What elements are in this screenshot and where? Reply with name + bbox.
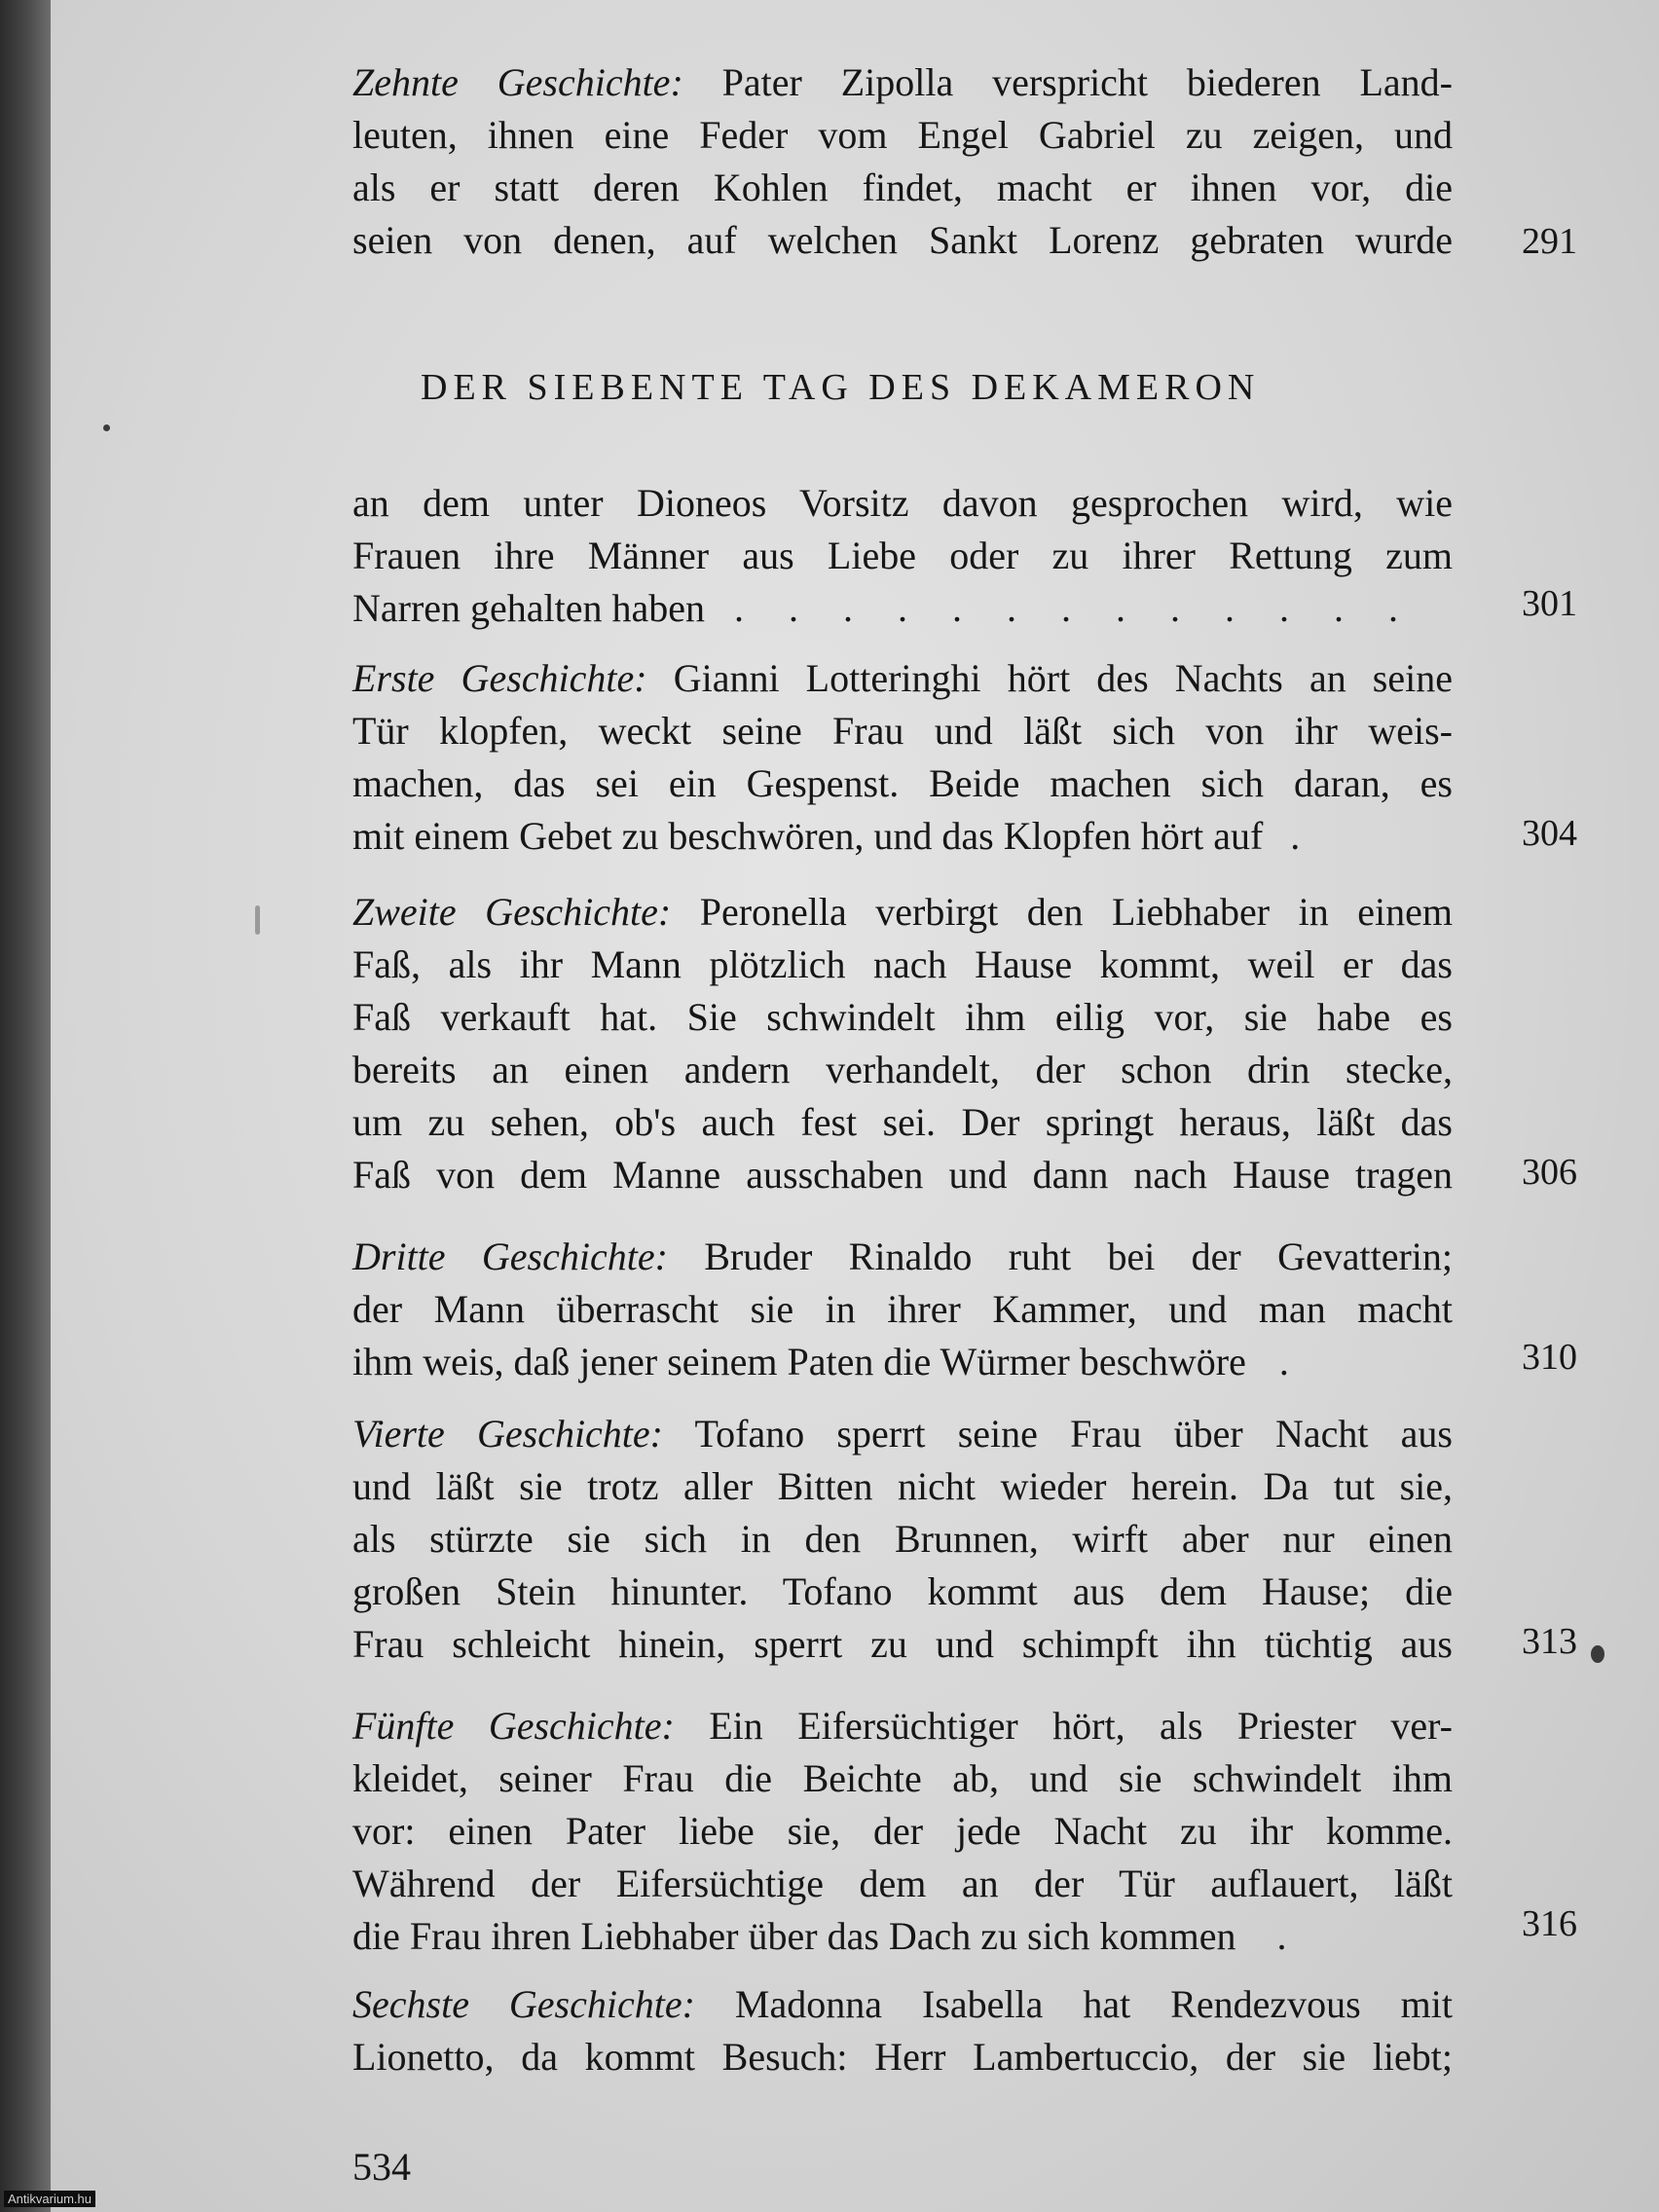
entry-text: bereits an einen andern verhandelt, der schon drin stecke, bbox=[352, 1048, 1453, 1091]
entry-text: als stürzte sie sich in den Brunnen, wirft aber nur einen bbox=[352, 1517, 1453, 1561]
toc-line bbox=[352, 886, 1453, 939]
page-number: 313 bbox=[1522, 1621, 1577, 1662]
entry-text: an dem unter Dioneos Vorsitz davon gesprochen wird, wie bbox=[352, 481, 1453, 525]
toc-line bbox=[352, 810, 1453, 863]
toc-line bbox=[352, 1408, 1453, 1460]
dot-leader: . . . . . . . . . . . . . bbox=[734, 586, 1417, 630]
toc-line bbox=[352, 1566, 1453, 1618]
toc-entry-sechste bbox=[352, 1978, 1453, 2083]
entry-text: Narren gehalten haben bbox=[352, 586, 706, 630]
entry-text: Lionetto, da kommt Besuch: Herr Lambertuccio, der sie liebt; bbox=[352, 2035, 1453, 2079]
page-number: 316 bbox=[1522, 1903, 1577, 1944]
toc-entry-vierte bbox=[352, 1408, 1453, 1671]
toc-line bbox=[352, 162, 1453, 214]
page-number: 301 bbox=[1522, 583, 1577, 624]
entry-text: seien von denen, auf welchen Sankt Lorenz gebraten wurde bbox=[352, 218, 1453, 262]
entry-text: um zu sehen, ob's auch fest sei. Der springt heraus, läßt das bbox=[352, 1100, 1453, 1144]
entry-text: leuten, ihnen eine Feder vom Engel Gabriel zu zeigen, und bbox=[352, 113, 1453, 157]
entry-text: Frauen ihre Männer aus Liebe oder zu ihrer Rettung zum bbox=[352, 534, 1453, 577]
toc-line bbox=[352, 1752, 1453, 1805]
entry-text: Peronella verbirgt den Liebhaber in einem bbox=[671, 890, 1453, 934]
paper-speck bbox=[1591, 1645, 1604, 1663]
toc-line bbox=[352, 1858, 1453, 1910]
book-spine-edge bbox=[0, 0, 51, 2212]
toc-line bbox=[352, 56, 1453, 109]
toc-line bbox=[352, 705, 1453, 757]
entry-text: Madonna Isabella hat Rendezvous mit bbox=[694, 1982, 1453, 2026]
entry-text: ihm weis, daß jener seinem Paten die Würmer beschwöre bbox=[352, 1340, 1246, 1383]
toc-entry-dritte bbox=[352, 1231, 1453, 1388]
entry-label: Dritte Geschichte: bbox=[352, 1235, 668, 1278]
entry-text: Faß von dem Manne ausschaben und dann nach Hause tragen bbox=[352, 1153, 1453, 1197]
entry-text: Frau schleicht hinein, sperrt zu und schimpft ihn tüchtig aus bbox=[352, 1622, 1453, 1666]
entry-text: Tür klopfen, weckt seine Frau und läßt sich von ihr weis- bbox=[352, 709, 1453, 753]
toc-line bbox=[352, 1910, 1453, 1963]
entry-text: die Frau ihren Liebhaber über das Dach zu sich kommen bbox=[352, 1914, 1236, 1958]
entry-text: machen, das sei ein Gespenst. Beide machen sich daran, es bbox=[352, 761, 1453, 805]
entry-text: Gianni Lotteringhi hört des Nachts an seine bbox=[646, 656, 1453, 700]
toc-line bbox=[352, 1618, 1453, 1671]
entry-text: der Mann überrascht sie in ihrer Kammer, und man macht bbox=[352, 1287, 1453, 1331]
toc-line bbox=[352, 214, 1453, 267]
entry-label: Zweite Geschichte: bbox=[352, 890, 672, 934]
toc-line bbox=[352, 530, 1453, 582]
dot-leader: . bbox=[1276, 1914, 1287, 1958]
entry-text: großen Stein hinunter. Tofano kommt aus dem Hause; die bbox=[352, 1569, 1453, 1613]
toc-line bbox=[352, 1044, 1453, 1096]
paper-speck bbox=[103, 424, 110, 431]
section-heading: DER SIEBENTE TAG DES DEKAMERON bbox=[421, 367, 1261, 408]
toc-line bbox=[352, 1096, 1453, 1149]
toc-line bbox=[352, 1231, 1453, 1283]
toc-entry-zweite bbox=[352, 886, 1453, 1201]
toc-line bbox=[352, 652, 1453, 705]
entry-text: Faß, als ihr Mann plötzlich nach Hause kommt, weil er das bbox=[352, 942, 1453, 986]
entry-label: Erste Geschichte: bbox=[352, 656, 647, 700]
toc-line bbox=[352, 1805, 1453, 1858]
toc-entry-fuenfte bbox=[352, 1700, 1453, 1963]
entry-text: Tofano sperrt seine Frau über Nacht aus bbox=[663, 1412, 1453, 1456]
toc-line bbox=[352, 477, 1453, 530]
entry-text: Bruder Rinaldo ruht bei der Gevatterin; bbox=[667, 1235, 1453, 1278]
toc-line bbox=[352, 2031, 1453, 2083]
toc-intro bbox=[352, 477, 1453, 635]
entry-text: Pater Zipolla verspricht biederen Land- bbox=[682, 60, 1453, 104]
entry-label: Sechste Geschichte: bbox=[352, 1982, 695, 2026]
entry-label: Zehnte Geschichte: bbox=[352, 60, 683, 104]
toc-line bbox=[352, 757, 1453, 810]
entry-label: Vierte Geschichte: bbox=[352, 1412, 663, 1456]
dot-leader: . bbox=[1278, 1340, 1289, 1383]
entry-text: Während der Eifersüchtige dem an der Tür auflauert, läßt bbox=[352, 1862, 1453, 1905]
toc-line bbox=[352, 1978, 1453, 2031]
entry-text: und läßt sie trotz aller Bitten nicht wieder herein. Da tut sie, bbox=[352, 1464, 1453, 1508]
toc-entry-zehnte bbox=[352, 56, 1453, 267]
toc-line bbox=[352, 1700, 1453, 1752]
toc-line bbox=[352, 991, 1453, 1044]
toc-line bbox=[352, 1336, 1453, 1388]
entry-text: als er statt deren Kohlen findet, macht er ihnen vor, die bbox=[352, 166, 1453, 209]
paper-speck bbox=[255, 905, 260, 935]
page-number: 304 bbox=[1522, 813, 1577, 854]
page-number: 306 bbox=[1522, 1152, 1577, 1193]
folio-page-number: 534 bbox=[352, 2145, 411, 2189]
toc-line bbox=[352, 1513, 1453, 1566]
entry-text: mit einem Gebet zu beschwören, und das Klopfen hört auf bbox=[352, 814, 1264, 858]
entry-text: kleidet, seiner Frau die Beichte ab, und sie schwindelt ihm bbox=[352, 1756, 1453, 1800]
page-number: 310 bbox=[1522, 1337, 1577, 1378]
watermark: Antikvarium.hu bbox=[4, 2191, 95, 2207]
toc-line bbox=[352, 109, 1453, 162]
toc-line bbox=[352, 1460, 1453, 1513]
entry-text: Faß verkauft hat. Sie schwindelt ihm eilig vor, sie habe es bbox=[352, 995, 1453, 1039]
page-number: 291 bbox=[1522, 221, 1577, 262]
entry-text: Ein Eifersüchtiger hört, als Priester ver- bbox=[674, 1704, 1453, 1748]
entry-label: Fünfte Geschichte: bbox=[352, 1704, 675, 1748]
toc-line bbox=[352, 1283, 1453, 1336]
toc-line bbox=[352, 582, 1453, 635]
entry-text: vor: einen Pater liebe sie, der jede Nacht zu ihr komme. bbox=[352, 1809, 1453, 1853]
toc-line bbox=[352, 1149, 1453, 1201]
toc-entry-erste bbox=[352, 652, 1453, 863]
toc-line bbox=[352, 939, 1453, 991]
dot-leader: . bbox=[1290, 814, 1301, 858]
